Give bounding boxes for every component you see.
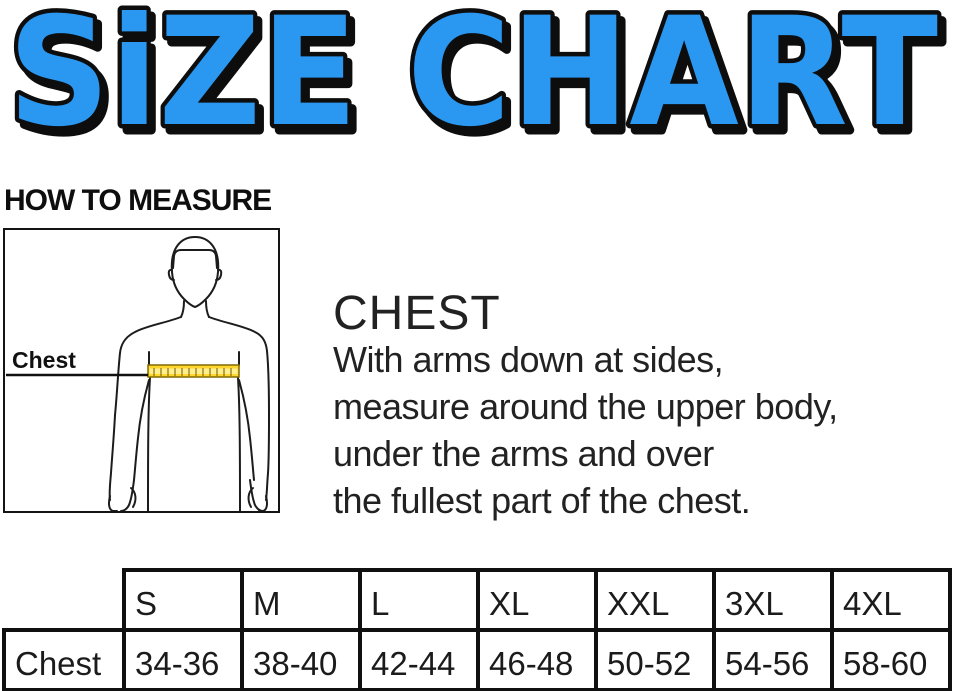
figure-neck — [181, 301, 209, 317]
row-label-cell: Chest — [4, 630, 124, 690]
figure-left-arm — [109, 317, 181, 511]
instruction-line: under the arms and over — [333, 433, 714, 474]
tape-measure — [148, 365, 239, 377]
torso-figure-svg — [5, 230, 278, 511]
chest-value-cell: 46-48 — [478, 630, 596, 690]
instruction-line: the fullest part of the chest. — [333, 480, 751, 521]
how-to-measure-heading: HOW TO MEASURE — [4, 184, 272, 217]
size-header-cell: S — [124, 570, 242, 630]
instruction-line: measure around the upper body, — [333, 386, 838, 427]
size-chart-table — [2, 568, 952, 691]
chest-values-row — [4, 630, 950, 690]
chest-value-cell: 58-60 — [832, 630, 950, 690]
instruction-line: With arms down at sides, — [333, 339, 724, 380]
chest-value-cell: 42-44 — [360, 630, 478, 690]
chest-section-heading: CHEST — [333, 287, 501, 340]
blank-corner-cell — [4, 570, 124, 630]
chest-instructions — [333, 336, 838, 524]
size-header-cell: 3XL — [714, 570, 832, 630]
chest-pointer — [6, 347, 148, 375]
size-header-cell: L — [360, 570, 478, 630]
title-banner — [4, 2, 950, 158]
chest-value-cell: 38-40 — [242, 630, 360, 690]
chest-value-cell: 34-36 — [124, 630, 242, 690]
size-header-cell: XXL — [596, 570, 714, 630]
chest-pointer-label: Chest — [12, 347, 76, 373]
measure-diagram-box — [3, 228, 280, 513]
size-header-cell: XL — [478, 570, 596, 630]
chest-value-cell: 54-56 — [714, 630, 832, 690]
size-header-cell: 4XL — [832, 570, 950, 630]
page-title: SiZE CHART — [8, 2, 938, 158]
figure-head — [169, 237, 221, 307]
size-header-row — [4, 570, 950, 630]
size-header-cell: M — [242, 570, 360, 630]
title-svg — [4, 2, 950, 158]
chest-value-cell: 50-52 — [596, 630, 714, 690]
